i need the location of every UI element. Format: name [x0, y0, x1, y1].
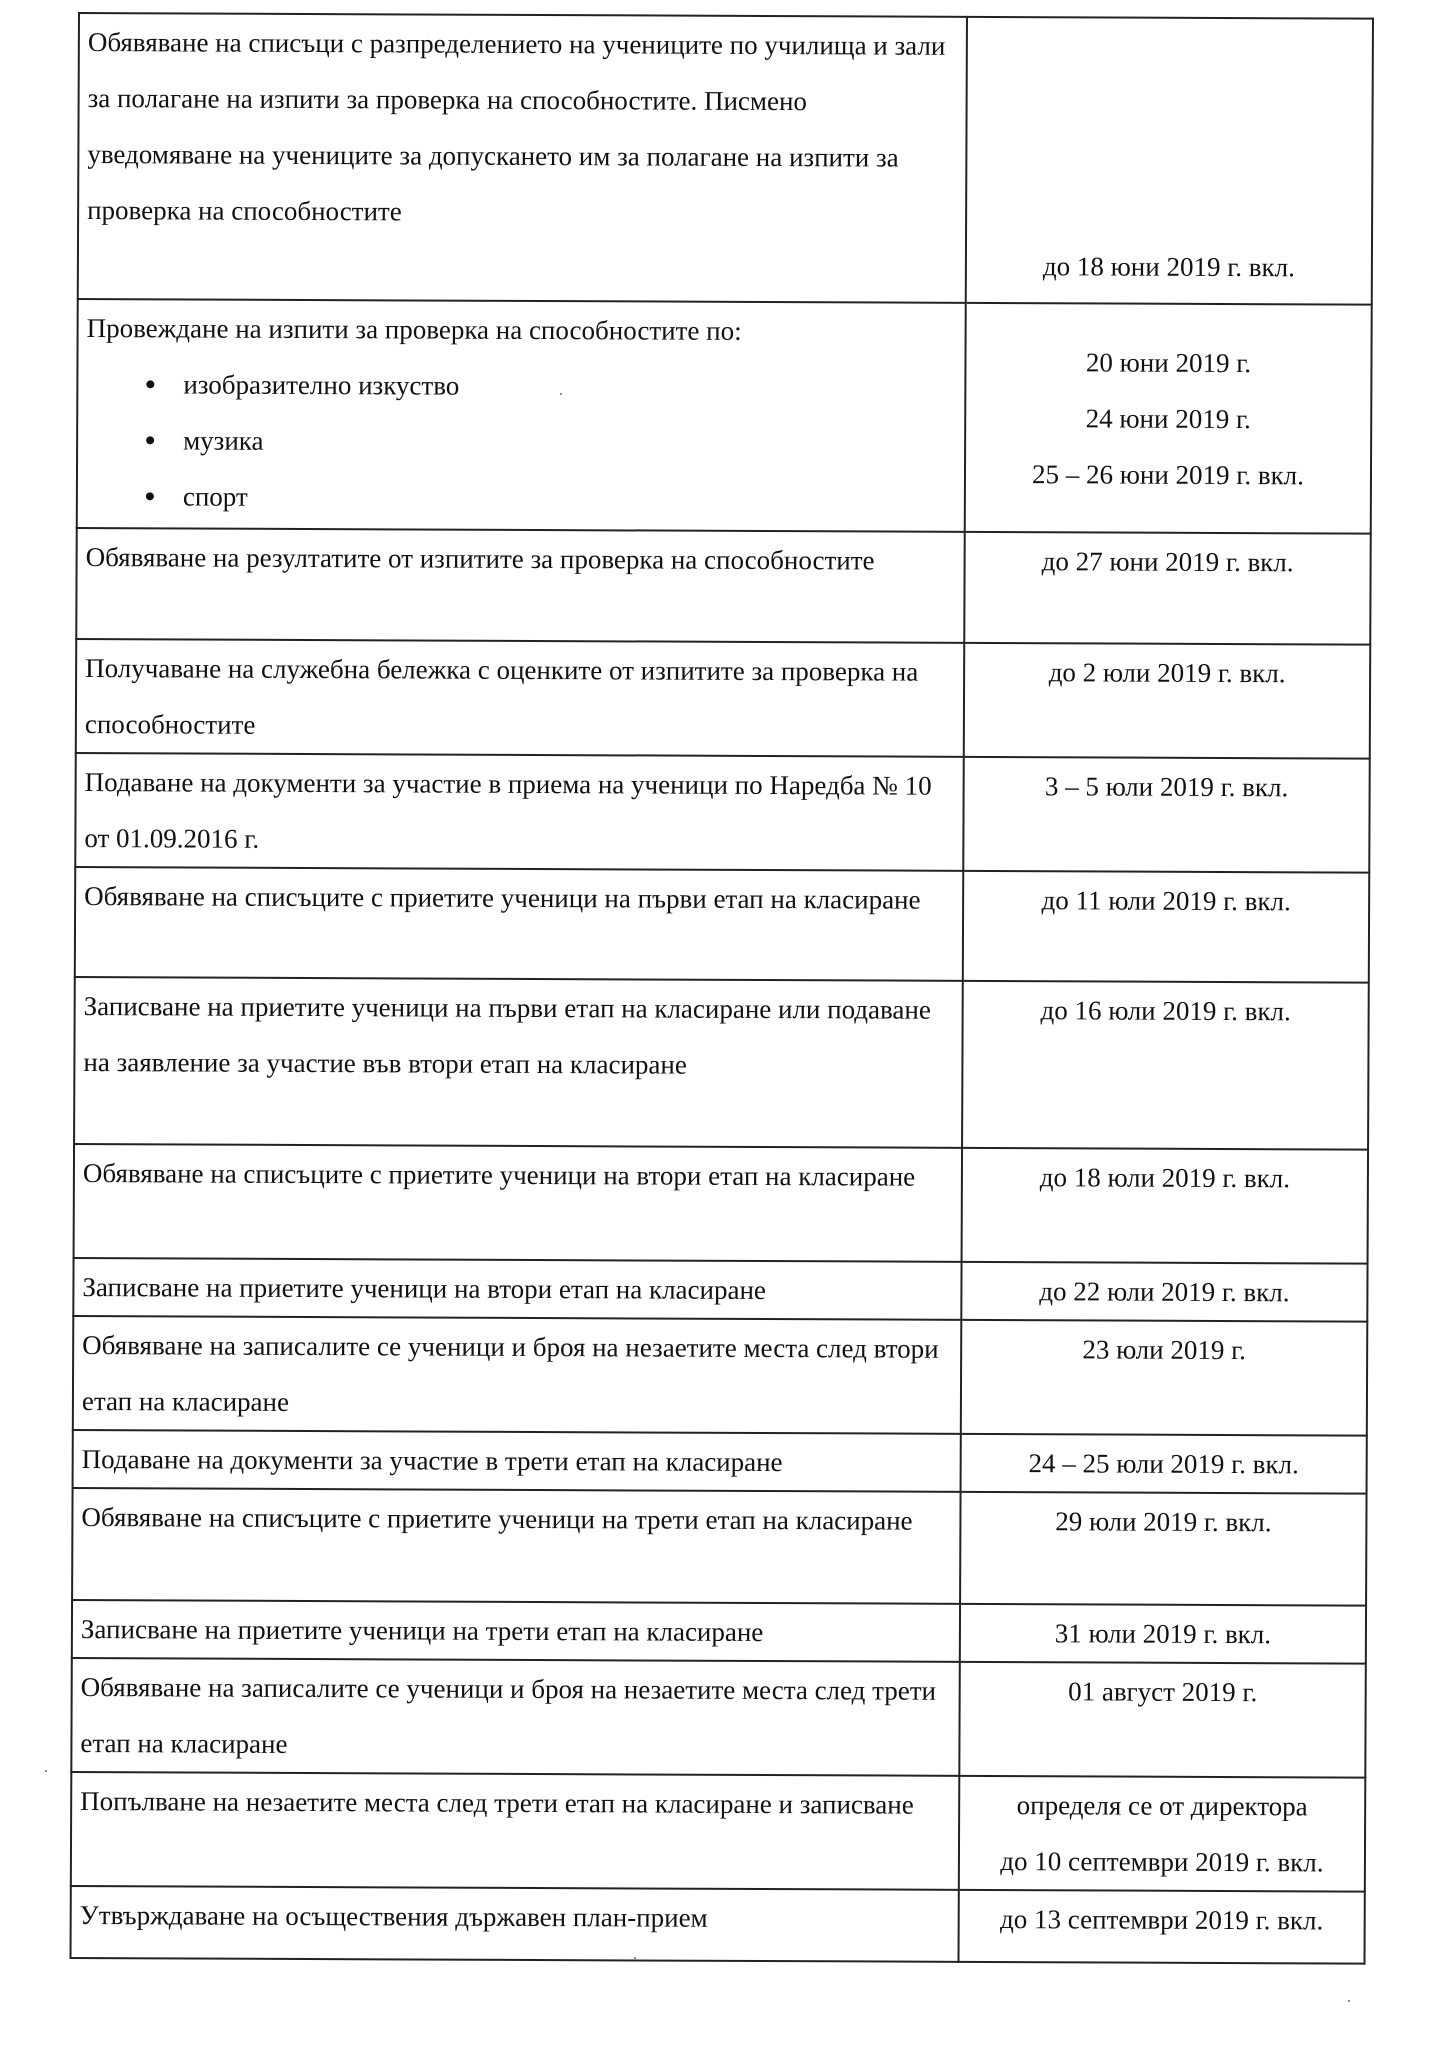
- activity-cell: Записване на приетите ученици на втори етап на класиране: [73, 1258, 961, 1320]
- date-cell: [965, 303, 1372, 534]
- schedule-table: [70, 12, 1374, 1965]
- activity-cell: Обявяване на списъците с приетите ученици на втори етап на класиране: [74, 1144, 962, 1262]
- activity-cell: Обявяване на списъците с приетите ученици на първи етап на класиране: [75, 867, 963, 981]
- table-row: [75, 867, 1369, 983]
- activity-cell: Получаване на служебна бележка с оценките от изпитите за проверка на способностите: [76, 639, 964, 757]
- table-row: [78, 13, 1373, 305]
- date-cell: [959, 1776, 1365, 1892]
- list-item: музика: [146, 412, 956, 472]
- table-row: [76, 639, 1370, 759]
- date-cell: до 27 юни 2019 г. вкл.: [964, 532, 1370, 645]
- table-row: [73, 1316, 1367, 1436]
- table-row: [71, 1772, 1365, 1892]
- table-row: [74, 977, 1369, 1150]
- table-row: [71, 1886, 1365, 1964]
- date-cell: до 11 юли 2019 г. вкл.: [963, 871, 1369, 983]
- date-text: до 10 септември 2019 г. вкл.: [1000, 1846, 1324, 1878]
- subject-list: [86, 356, 957, 528]
- table-row: [72, 1488, 1366, 1606]
- date-text: 25 – 26 юни 2019 г. вкл.: [1031, 459, 1305, 491]
- scan-speck: [634, 1957, 636, 1959]
- date-cell: до 18 юли 2019 г. вкл.: [962, 1148, 1368, 1264]
- date-cell: 31 юли 2019 г. вкл.: [960, 1604, 1366, 1664]
- date-cell: до 16 юли 2019 г. вкл.: [962, 981, 1369, 1150]
- date-cell: до 18 юни 2019 г. вкл.: [966, 17, 1373, 305]
- activity-cell: Обявяване на записалите се ученици и броя на незаетите места след втори етап на класиране: [73, 1316, 961, 1434]
- table-row: [75, 753, 1369, 873]
- schedule-document: [70, 12, 1374, 1965]
- date-text: 24 юни 2019 г.: [1085, 403, 1251, 435]
- date-cell: 29 юли 2019 г. вкл.: [960, 1492, 1366, 1606]
- table-row: [72, 1600, 1366, 1664]
- table-row: [73, 1430, 1367, 1494]
- activity-cell: Обявяване на записалите се ученици и броя на незаетите места след трети етап на класиране: [71, 1658, 959, 1776]
- scan-speck: [560, 393, 562, 395]
- activity-cell: Обявяване на списъци с разпределението на учениците по училища и зали за полагане на изпити за проверка на способностите. Писмено уведомяване на учениците за допускането им за полагане на изпити за проверка на способностите: [78, 13, 967, 303]
- date-cell: 23 юли 2019 г.: [961, 1320, 1367, 1436]
- date-cell: до 13 септември 2019 г. вкл.: [959, 1890, 1365, 1964]
- date-cell: 01 август 2019 г.: [959, 1662, 1365, 1778]
- date-cell: 3 – 5 юли 2019 г. вкл.: [963, 757, 1369, 873]
- date-cell: 24 – 25 юли 2019 г. вкл.: [961, 1434, 1367, 1494]
- scan-speck: [1348, 2000, 1350, 2002]
- table-row: [76, 528, 1370, 645]
- date-text: 20 юни 2019 г.: [1085, 347, 1252, 379]
- table-row: [77, 299, 1372, 534]
- activity-cell: Подаване на документи за участие в трети етап на класиране: [73, 1430, 961, 1492]
- date-cell: до 22 юли 2019 г. вкл.: [961, 1262, 1367, 1322]
- activity-cell: Подаване на документи за участие в приема на ученици по Наредба № 10 от 01.09.2016 г.: [75, 753, 963, 871]
- table-row: [71, 1658, 1365, 1778]
- date-text: определя се от директора: [1016, 1790, 1308, 1822]
- table-row: [73, 1258, 1367, 1322]
- table-row: [74, 1144, 1368, 1264]
- activity-cell: [77, 299, 966, 532]
- activity-text: Провеждане на изпити за проверка на способностите по:: [86, 313, 742, 346]
- list-item: изобразително изкуство: [146, 356, 956, 416]
- activity-cell: Обявяване на резултатите от изпитите за проверка на способностите: [76, 528, 964, 643]
- activity-cell: Обявяване на списъците с приетите ученици на трети етап на класиране: [72, 1488, 960, 1604]
- activity-cell: Записване на приетите ученици на първи етап на класиране или подаване на заявление за участие във втори етап на класиране: [74, 977, 963, 1148]
- scan-speck: [45, 1770, 47, 1772]
- list-item: спорт: [146, 468, 956, 528]
- activity-cell: Записване на приетите ученици на трети етап на класиране: [72, 1600, 960, 1662]
- activity-cell: Утвърждаване на осъществения държавен план-прием: [71, 1886, 959, 1962]
- date-cell: до 2 юли 2019 г. вкл.: [964, 643, 1370, 759]
- activity-cell: Попълване на незаетите места след трети етап на класиране и записване: [71, 1772, 959, 1890]
